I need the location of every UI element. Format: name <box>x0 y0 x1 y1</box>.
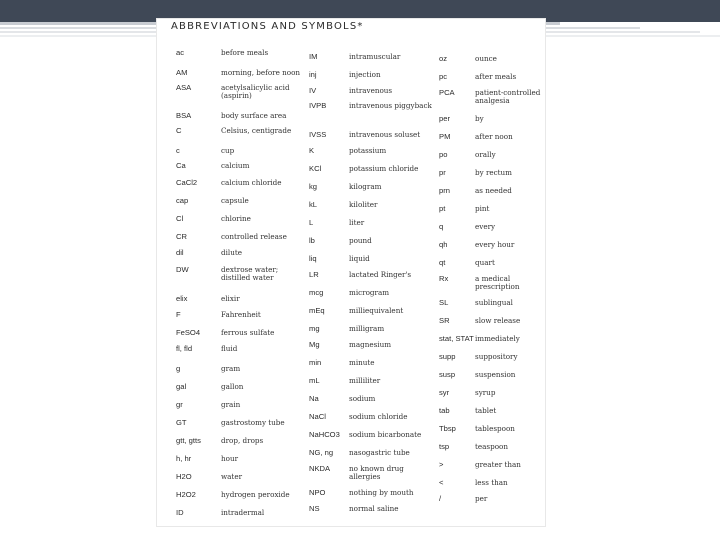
meaning: intravenous piggyback <box>349 101 432 110</box>
meaning: slow release <box>475 316 521 325</box>
meaning: suspension <box>475 370 516 379</box>
abbreviation: susp <box>439 370 456 379</box>
meaning: hour <box>221 454 239 463</box>
meaning: by <box>475 114 484 123</box>
meaning: after meals <box>475 72 517 81</box>
abbreviation: tab <box>439 406 450 415</box>
abbreviation: pc <box>439 72 448 81</box>
meaning: morning, before noon <box>221 68 301 77</box>
abbreviation: CaCl2 <box>176 178 198 187</box>
meaning: sodium <box>349 394 376 403</box>
abbreviation: mg <box>309 324 320 333</box>
meaning: liter <box>349 218 365 227</box>
abbreviation: IVSS <box>309 130 327 139</box>
meaning: minute <box>349 358 375 367</box>
meaning: nothing by mouth <box>349 488 414 497</box>
abbreviation: mEq <box>309 306 325 315</box>
meaning: pound <box>349 236 372 245</box>
meaning: patient-controlled analgesia <box>475 88 541 105</box>
meaning: no known drug allergies <box>349 464 404 481</box>
meaning: capsule <box>221 196 249 205</box>
meaning: dilute <box>221 248 242 257</box>
abbreviation: dil <box>176 248 184 257</box>
abbreviation: po <box>439 150 448 159</box>
abbreviation: inj <box>309 70 317 79</box>
abbreviation: / <box>439 494 442 503</box>
abbreviation: H2O2 <box>176 490 196 499</box>
meaning: chlorine <box>221 214 251 223</box>
abbreviation: pt <box>439 204 446 213</box>
abbreviation: LR <box>309 270 319 279</box>
abbreviation: g <box>176 364 181 373</box>
abbreviation: pr <box>439 168 446 177</box>
abbreviation: Cl <box>176 214 184 223</box>
abbreviation: SR <box>439 316 450 325</box>
abbreviation: fl, fld <box>176 344 193 353</box>
abbreviation: mcg <box>309 288 324 297</box>
meaning: hydrogen peroxide <box>221 490 290 499</box>
abbreviation: tsp <box>439 442 450 451</box>
meaning: drop, drops <box>221 436 264 445</box>
abbreviation: qh <box>439 240 448 249</box>
meaning: microgram <box>349 288 390 297</box>
abbreviation: c <box>176 146 180 155</box>
meaning: Fahrenheit <box>221 310 261 319</box>
meaning: every <box>475 222 496 231</box>
abbreviation: syr <box>439 388 450 397</box>
abbreviation: IV <box>309 86 317 95</box>
meaning: greater than <box>475 460 521 469</box>
meaning: kilogram <box>349 182 382 191</box>
abbreviation: lb <box>309 236 315 245</box>
meaning: water <box>221 472 243 481</box>
abbreviation: FeSO4 <box>176 328 201 337</box>
abbreviation: Tbsp <box>439 424 456 433</box>
meaning: intradermal <box>221 508 265 517</box>
abbreviation: DW <box>176 265 189 274</box>
abbreviation: gal <box>176 382 187 391</box>
meaning: before meals <box>221 48 269 57</box>
meaning: lactated Ringer's <box>349 270 412 279</box>
meaning: sublingual <box>475 298 513 307</box>
abbreviation: gr <box>176 400 183 409</box>
abbreviation: cap <box>176 196 189 205</box>
abbreviation: C <box>176 126 182 135</box>
abbreviations-document <box>156 18 546 527</box>
meaning: calcium <box>221 161 250 170</box>
abbreviation: KCl <box>309 164 322 173</box>
abbreviation: CR <box>176 232 187 241</box>
meaning: dextrose water; distilled water <box>221 265 279 282</box>
meaning: potassium chloride <box>349 164 419 173</box>
meaning: controlled release <box>221 232 287 241</box>
abbreviation: H2O <box>176 472 192 481</box>
abbreviation: BSA <box>176 111 192 120</box>
abbreviation: NPO <box>309 488 326 497</box>
meaning: liquid <box>349 254 370 263</box>
abbreviation: L <box>309 218 314 227</box>
abbreviation: liq <box>309 254 317 263</box>
abbreviation: PM <box>439 132 451 141</box>
meaning: potassium <box>349 146 387 155</box>
abbreviation: Rx <box>439 274 449 283</box>
abbreviation: q <box>439 222 444 231</box>
abbreviation: supp <box>439 352 456 361</box>
abbreviation: Na <box>309 394 319 403</box>
abbreviation: NKDA <box>309 464 331 473</box>
meaning: syrup <box>475 388 496 397</box>
meaning: every hour <box>475 240 515 249</box>
meaning: intravenous soluset <box>349 130 421 139</box>
meaning: by rectum <box>475 168 512 177</box>
abbreviation: h, hr <box>176 454 192 463</box>
meaning: immediately <box>475 334 520 343</box>
abbreviation: kL <box>309 200 318 209</box>
meaning: teaspoon <box>475 442 509 451</box>
meaning: elixir <box>221 294 240 303</box>
document-title: ABBREVIATIONS AND SYMBOLS* <box>171 21 364 32</box>
meaning: acetylsalicylic acid (aspirin) <box>221 83 290 100</box>
abbreviation: prn <box>439 186 450 195</box>
abbreviation: IVPB <box>309 101 327 110</box>
abbreviation: > <box>439 460 444 469</box>
meaning: per <box>475 494 488 503</box>
abbreviation: gtt, gtts <box>176 436 201 445</box>
meaning: kiloliter <box>349 200 378 209</box>
meaning: ounce <box>475 54 497 63</box>
meaning: tablespoon <box>475 424 515 433</box>
meaning: calcium chloride <box>221 178 282 187</box>
meaning: grain <box>221 400 241 409</box>
abbreviation: AM <box>176 68 188 77</box>
meaning: fluid <box>221 344 238 353</box>
abbreviation: kg <box>309 182 318 191</box>
meaning: gallon <box>221 382 244 391</box>
abbreviation: oz <box>439 54 448 63</box>
meaning: milliliter <box>349 376 381 385</box>
meaning: milligram <box>349 324 385 333</box>
abbreviation: ASA <box>176 83 192 92</box>
abbreviation: min <box>309 358 322 367</box>
abbreviation: PCA <box>439 88 455 97</box>
meaning: ferrous sulfate <box>221 328 275 337</box>
abbreviation: mL <box>309 376 320 385</box>
abbreviation: GT <box>176 418 187 427</box>
meaning: a medical prescription <box>475 274 520 291</box>
meaning: intravenous <box>349 86 393 95</box>
meaning: milliequivalent <box>349 306 404 315</box>
abbreviation: qt <box>439 258 446 267</box>
abbreviation: ID <box>176 508 184 517</box>
meaning: orally <box>475 150 496 159</box>
meaning: pint <box>475 204 490 213</box>
abbreviation: K <box>309 146 315 155</box>
abbreviation: ac <box>176 48 185 57</box>
abbreviation: elix <box>176 294 188 303</box>
meaning: quart <box>475 258 495 267</box>
abbreviation: per <box>439 114 450 123</box>
meaning: sodium bicarbonate <box>349 430 422 439</box>
meaning: gram <box>221 364 241 373</box>
meaning: Celsius, centigrade <box>221 126 292 135</box>
meaning: magnesium <box>349 340 392 349</box>
abbreviation: SL <box>439 298 449 307</box>
abbreviation: stat, STAT <box>439 334 474 343</box>
abbreviation: NS <box>309 504 320 513</box>
abbreviation: NaCl <box>309 412 326 421</box>
meaning: gastrostomy tube <box>221 418 285 427</box>
meaning: intramuscular <box>349 52 401 61</box>
meaning: body surface area <box>221 111 287 120</box>
abbreviation: Mg <box>309 340 320 349</box>
abbreviation: < <box>439 478 444 487</box>
meaning: sodium chloride <box>349 412 408 421</box>
meaning: suppository <box>475 352 518 361</box>
meaning: cup <box>221 146 235 155</box>
abbreviation: F <box>176 310 181 319</box>
abbreviation: NG, ng <box>309 448 334 457</box>
meaning: injection <box>349 70 381 79</box>
meaning: nasogastric tube <box>349 448 410 457</box>
meaning: as needed <box>475 186 512 195</box>
abbreviation: Ca <box>176 161 186 170</box>
abbreviation: IM <box>309 52 318 61</box>
meaning: after noon <box>475 132 513 141</box>
abbreviation: NaHCO3 <box>309 430 340 439</box>
meaning: less than <box>475 478 508 487</box>
meaning: tablet <box>475 406 497 415</box>
meaning: normal saline <box>349 504 399 513</box>
